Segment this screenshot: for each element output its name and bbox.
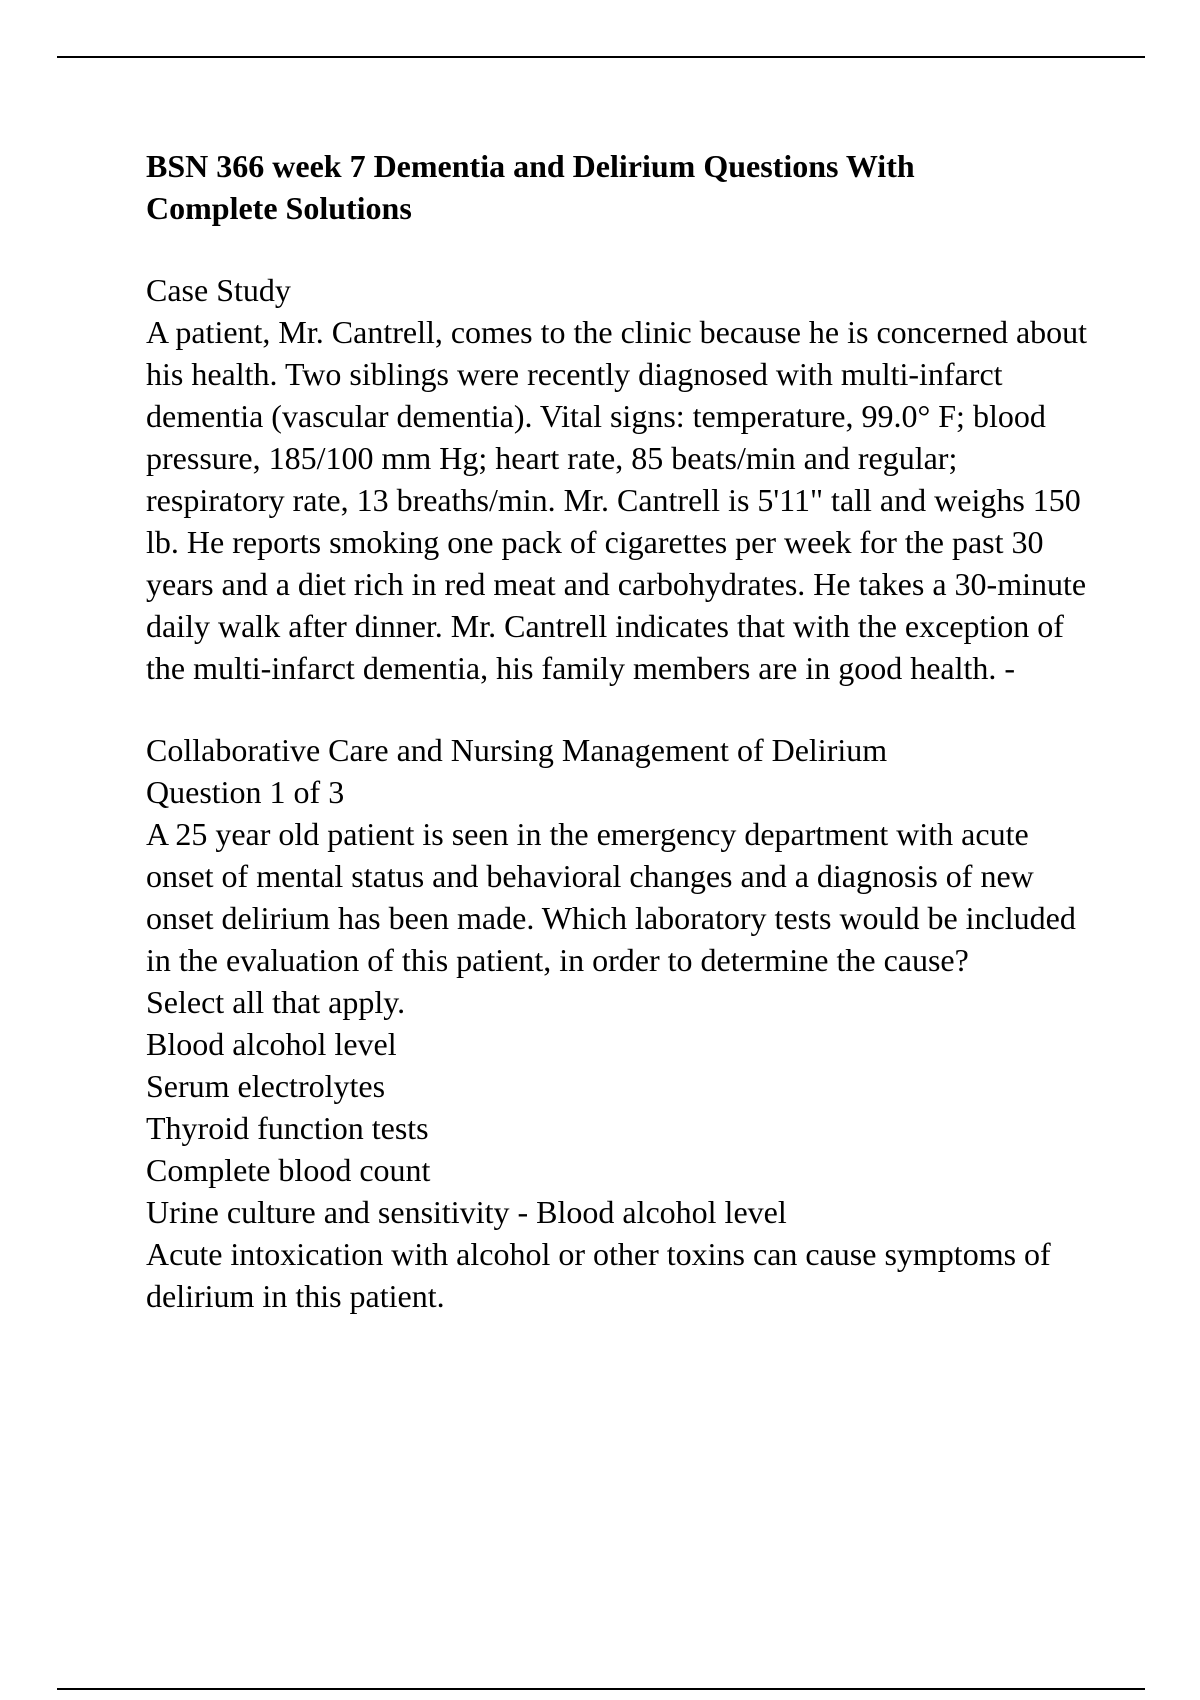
answer-option: Blood alcohol level [146, 1026, 397, 1062]
answer-option: Urine culture and sensitivity - Blood alcohol level [146, 1194, 787, 1230]
top-divider [57, 56, 1145, 58]
bottom-divider [57, 1688, 1145, 1690]
document-body [146, 145, 1106, 1317]
question-number: Question 1 of 3 [146, 774, 345, 810]
case-study-text: A patient, Mr. Cantrell, comes to the clinic because he is concerned about his health. Two siblings were recently diagnosed with multi-infarct dementia (vascular dementia). Vital signs: temperature, 99.0° F; blood pressure, 185/100 mm Hg; heart rate, 85 beats/min and regular; respiratory rate, 13 breaths/min. Mr. Cantrell is 5'11" tall and weighs 150 lb. He reports smoking one pack of cigarettes per week for the past 30 years and a diet rich in red meat and carbohydrates. He takes a 30-minute daily walk after dinner. Mr. Cantrell indicates that with the exception of the multi-infarct dementia, his family members are in good health. - [146, 314, 1088, 686]
answer-option: Serum electrolytes [146, 1068, 386, 1104]
answer-option: Complete blood count [146, 1152, 431, 1188]
answer-option: Thyroid function tests [146, 1110, 429, 1146]
question-instruction: Select all that apply. [146, 984, 406, 1020]
answer-rationale: Acute intoxication with alcohol or other toxins can cause symptoms of delirium in this patient. [146, 1236, 1051, 1314]
question-text: A 25 year old patient is seen in the emergency department with acute onset of mental status and behavioral changes and a diagnosis of new onset delirium has been made. Which laboratory tests would be included in the evaluation of this patient, in order to determine the cause? [146, 816, 1076, 978]
document-title: BSN 366 week 7 Dementia and Delirium Questions With Complete Solutions [146, 148, 915, 226]
case-study-section [146, 269, 1106, 689]
case-study-heading: Case Study [146, 272, 291, 308]
question-section [146, 729, 1106, 1317]
section-heading: Collaborative Care and Nursing Management of Delirium [146, 732, 888, 768]
